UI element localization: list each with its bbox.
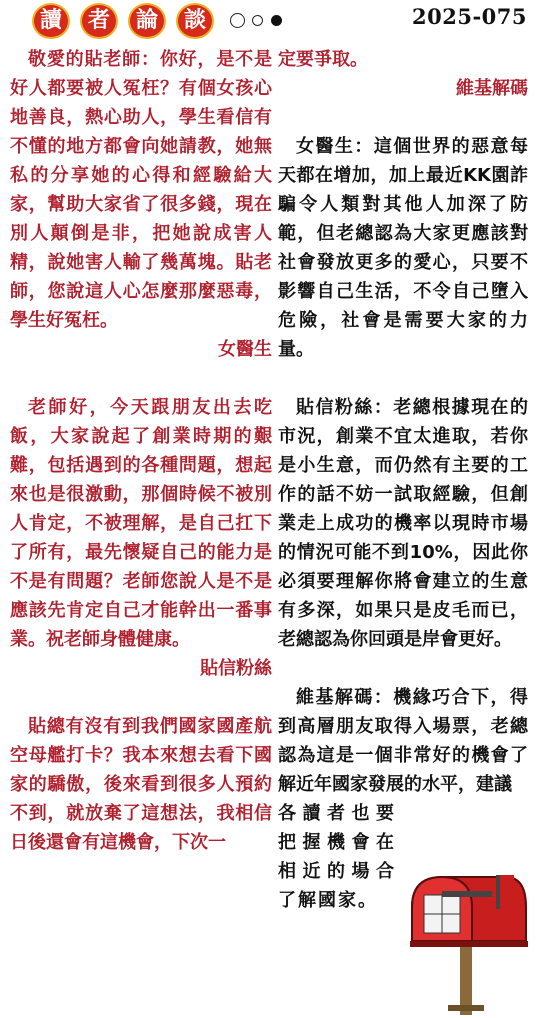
reply-fan: 貼信粉絲：老總根據現在的市況，創業不宜太進取，若你是小生意，而仍然有主要的工作的話不妨一試取經驗，但創業走上成功的機率以現時市場的情況可能不到10%，因此你必須要理解你將會建立的生意有多深，如果只是皮毛而已，老總認為你回頭是岸會更好。 [278,397,528,650]
letter-signature: 貼信粉絲 [200,658,272,679]
letter-wiki-decoder: 貼總有沒有到我們國家國產航空母艦打卡？我本來想去看下國家的驕傲，後來看到很多人預約不到，就放棄了這想法，我相信日後還會有這機會，下次一 [10,716,272,853]
left-column [10,45,272,857]
reply-wiki-decoder: 維基解碼：機緣巧合下，得到高層朋友取得入場票，老總認為這是一個非常好的機會了解近年國家發展的水平，建議 [278,687,528,795]
title-badge: 讀 [32,3,70,39]
letter-fan: 老師好，今天跟朋友出去吃飯，大家說起了創業時期的艱難，包括遇到的各種問題，想起來也是很激動，那個時候不被別人肯定，不被理解，是自己扛下了所有，最先懷疑自己的能力是不是有問題？老師您說人是不是應該先肯定自己才能幹出一番事業。祝老師身體健康。 [10,397,272,650]
title-badge: 談 [176,3,214,39]
letter-wiki-decoder-continued: 定要爭取。 [278,49,368,70]
decorative-ring-icon [252,15,263,26]
title-badge: 論 [128,3,166,39]
letter-female-doctor: 敬愛的貼老師：你好，是不是好人都要被人冤枉？有個女孩心地善良，熱心助人，學生看信有不懂的地方都會向她請教，她無私的分享她的心得和經驗給大家，幫助大家省了很多錢，現在別人顛倒是非，把她說成害人精，說她害人輸了幾萬塊。貼老師，您說這人心怎麼那麼惡毒，學生好冤枉。 [10,49,272,331]
column-header [0,0,539,40]
right-column [278,45,528,915]
title-badge: 者 [80,3,118,39]
decorative-dot-icon [271,15,282,26]
decorative-ring-icon [230,13,245,28]
issue-number: 2025-075 [412,4,527,29]
letter-signature: 維基解碼 [456,78,528,99]
reply-wiki-decoder-end: 各讀者也要把握機會在相近的場合了解國家。 [278,803,396,911]
reply-female-doctor: 女醫生：這個世界的惡意每天都在增加，加上最近KK園詐騙令人類對其他人加深了防範，但老總認為大家更應該對社會發放更多的愛心，只要不影響自己生活，不令自己墮入危險，社會是需要大家的力量。 [278,136,528,360]
red-mailbox-icon [402,855,532,1015]
letter-signature: 女醫生 [218,339,272,360]
